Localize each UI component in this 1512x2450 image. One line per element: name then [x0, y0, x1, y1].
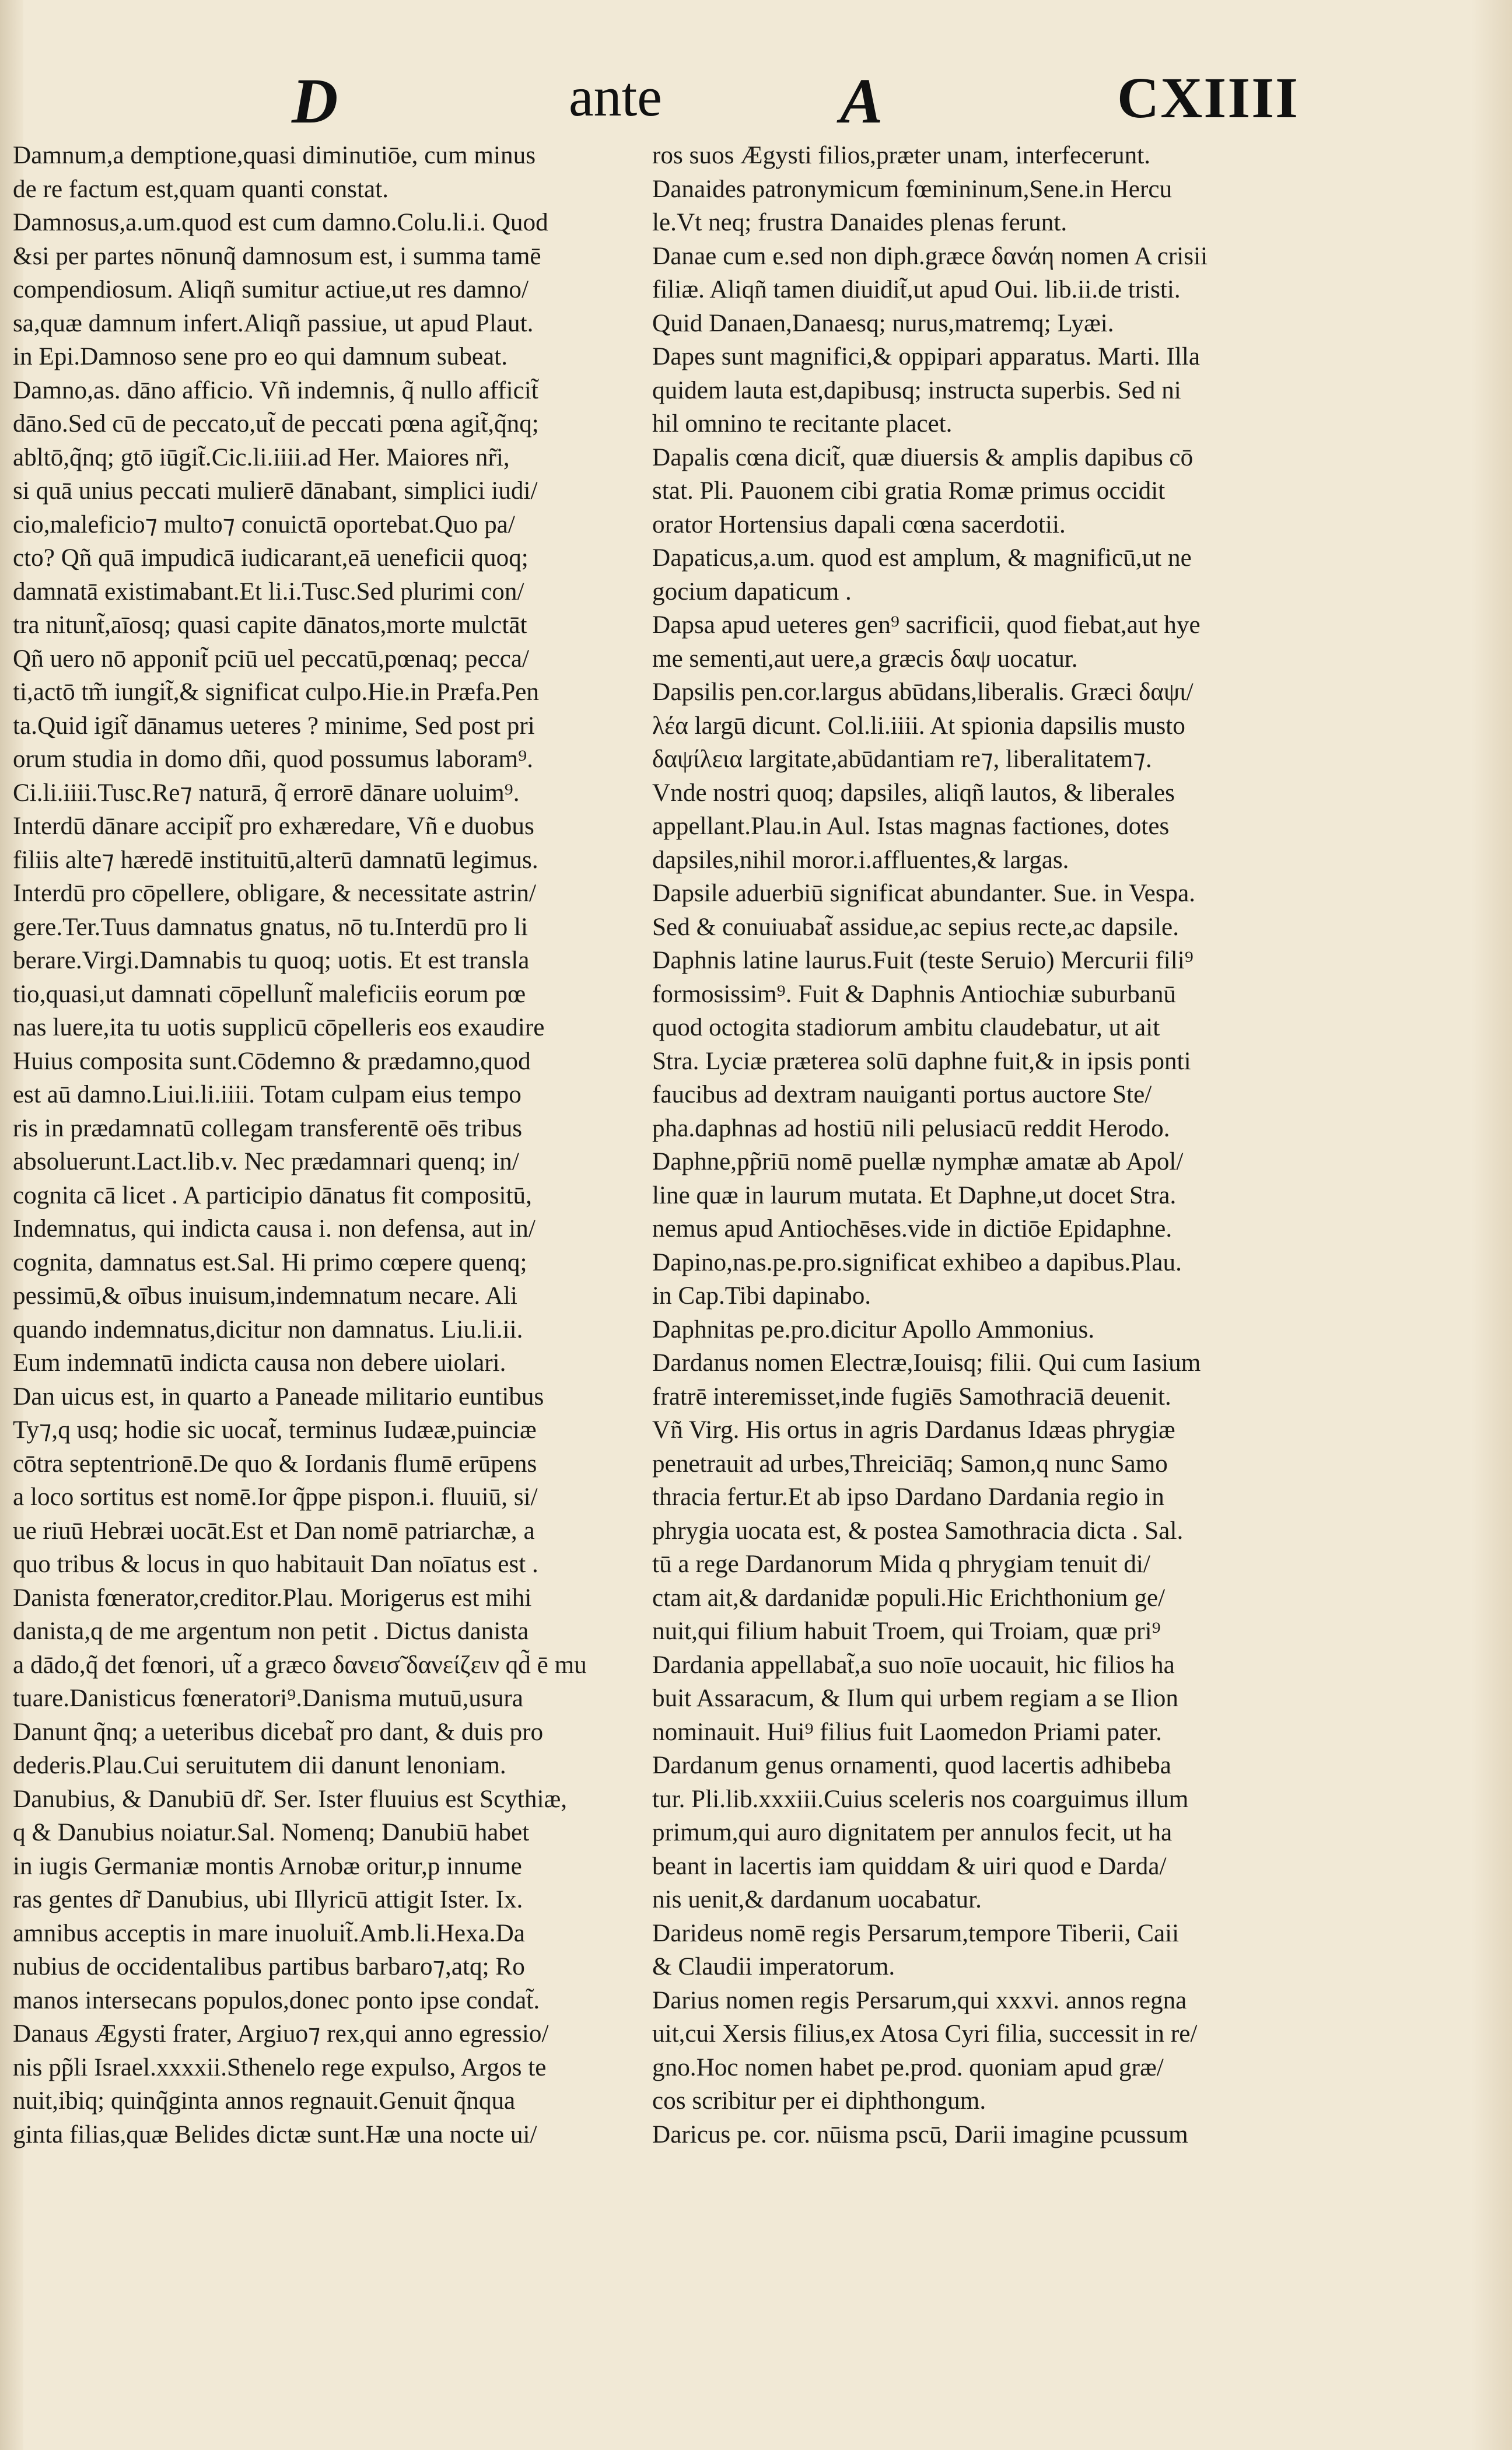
text-line: in Cap.Tibi dapinabo. [652, 1282, 872, 1310]
text-line: compendiosum. Aliqñ sumitur actiue,ut res damno/ [13, 276, 529, 303]
dictionary-entry [652, 2118, 1276, 2152]
text-line: ris in prædamnatū collegam transferentē oēs tribus [13, 1114, 523, 1142]
text-line: Quid Danaen,Danaesq; nurus,matremq; Lyæi. [652, 309, 1114, 337]
text-line: ginta filias,quæ Belides dictæ sunt.Hæ una nocte ui/ [13, 2120, 537, 2148]
dictionary-entry [652, 173, 1276, 240]
text-line: Stra. Lyciæ præterea solū daphne fuit,& in ipsis ponti [652, 1047, 1191, 1075]
running-head-initial: D [292, 65, 338, 136]
text-line: Darius nomen regis Persarum,qui xxxvi. annos regna [652, 1986, 1187, 2014]
text-line: Vñ Virg. His ortus in agris Dardanus Idæas phrygiæ [652, 1416, 1175, 1444]
text-line: le.Vt neq; frustra Danaides plenas ferunt. [652, 209, 1068, 236]
text-line: formosissim⁹. Fuit & Daphnis Antiochiæ suburbanū [652, 980, 1177, 1008]
text-line: ctam ait,& dardanidæ populi.Hic Erichthonium ge/ [652, 1584, 1166, 1612]
text-line: Daphne,pp̃riū nomē puellæ nymphæ amatæ ab Apol/ [652, 1148, 1184, 1175]
text-line: Qñ uero nō apponit̃ pciū uel peccatū,pœnaq; pecca/ [13, 645, 530, 673]
dictionary-entry [652, 608, 1276, 676]
dictionary-entry [13, 1581, 637, 1716]
dictionary-entry [652, 139, 1276, 173]
dictionary-entry [13, 206, 637, 374]
text-line: dederis.Plau.Cui seruitutem dii danunt lenoniam. [13, 1752, 506, 1779]
text-line: Damno,as. dāno afficio. Vñ indemnis, q̃ nullo afficit̃ [13, 376, 538, 404]
text-line: ros suos Ægysti filios,præter unam, interfecerunt. [652, 142, 1151, 169]
text-line: phrygia uocata est, & postea Samothracia dicta . Sal. [652, 1517, 1184, 1545]
dictionary-entry [652, 1749, 1276, 1917]
text-line: berare.Virgi.Damnabis tu quoq; uotis. Et est transla [13, 947, 530, 974]
text-line: Danae cum e.sed non diph.græce δανάη nomen A crisii [652, 242, 1208, 270]
text-line: filiæ. Aliqñ tamen diuidit̃,ut apud Oui. lib.ii.de tristi. [652, 276, 1181, 303]
text-line: cōtra septentrionē.De quo & Iordanis flumē erūpens [13, 1450, 537, 1478]
text-line: gno.Hoc nomen habet pe.prod. quoniam apud græ/ [652, 2053, 1164, 2081]
text-line: primum,qui auro dignitatem per annulos fecit, ut ha [652, 1819, 1172, 1846]
text-line: cio,maleficio⁊ multo⁊ conuictā oportebat.Quo pa/ [13, 510, 515, 538]
text-line: filiis alte⁊ hæredē instituitū,alterū damnatū legimus. [13, 846, 538, 874]
text-line: ta.Quid igit̃ dānamus ueteres ? minime, Sed post pri [13, 712, 535, 740]
text-line: cos scribitur per ei diphthongum. [652, 2087, 986, 2115]
text-line: gocium dapaticum . [652, 578, 852, 606]
text-line: Danaus Ægysti frater, Argiuo⁊ rex,qui anno egressio/ [13, 2020, 549, 2048]
text-line: danista,q de me argentum non petit . Dictus danista [13, 1618, 529, 1645]
text-line: appellant.Plau.in Aul. Istas magnas factiones, dotes [652, 813, 1170, 840]
text-line: cto? Qñ quā impudicā iudicarant,eā ueneficii quoq; [13, 544, 528, 572]
text-line: a loco sortitus est nomē.Ior q̃ppe pispon.i. fluuiū, si/ [13, 1483, 538, 1511]
text-line: tra nitunt̃,aīosq; quasi capite dānatos,morte mulctāt [13, 611, 527, 639]
text-line: ras gentes dr̃ Danubius, ubi Illyricū attigit Ister. Ix. [13, 1886, 523, 1913]
text-line: Ci.li.iiii.Tusc.Re⁊ naturā, q̃ errorē dānare uoluim⁹. [13, 779, 520, 807]
text-line: Dapsile aduerbiū significat abundanter. Sue. in Vespa. [652, 880, 1196, 907]
text-line: δαψίλεια largitate,abūdantiam re⁊, liberalitatem⁊. [652, 746, 1152, 773]
text-line: Dardanum genus ornamenti, quod lacertis adhibeba [652, 1752, 1171, 1779]
text-line: nemus apud Antiochēses.vide in dictiōe Epidaphne. [652, 1215, 1172, 1242]
dictionary-entry [652, 541, 1276, 608]
dictionary-entry [652, 340, 1276, 441]
text-line: Dapalis cœna dicit̃, quæ diuersis & amplis dapibus cō [652, 443, 1194, 471]
text-line: Dapsa apud ueteres gen⁹ sacrificii, quod fiebat,aut hye [652, 611, 1200, 639]
text-line: tur. Pli.lib.xxxiii.Cuius sceleris nos coarguimus illum [652, 1785, 1189, 1813]
text-line: nuit,ibiq; quinq̃ginta annos regnauit.Genuit q̃nqua [13, 2087, 516, 2115]
text-line: λέα largū dicunt. Col.li.iiii. At spionia dapsilis musto [652, 712, 1185, 740]
text-line: si quā unius peccati mulierē dānabant, simplici iudi/ [13, 477, 538, 505]
text-line: Dapsilis pen.cor.largus abūdans,liberalis. Græci δαψι/ [652, 678, 1194, 706]
text-line: pha.daphnas ad hostiū nili pelusiacū reddit Herodo. [652, 1114, 1170, 1142]
text-line: thracia fertur.Et ab ipso Dardano Dardania regio in [652, 1483, 1164, 1511]
text-line: amnibus acceptis in mare inuoluit̃.Amb.li.Hexa.Da [13, 1919, 525, 1947]
text-line: Sed & conuiuabat̃ assidue,ac sepius recte,ac dapsile. [652, 913, 1180, 941]
text-line: uit,cui Xersis filius,ex Atosa Cyri filia, successit in re/ [652, 2020, 1198, 2048]
text-line: faucibus ad dextram nauiganti portus auctore Ste/ [652, 1081, 1152, 1108]
dictionary-entry [652, 676, 1276, 877]
text-line: absoluerunt.Lact.lib.v. Nec prædamnari quenq; in/ [13, 1148, 519, 1175]
right-gutter-edge [1471, 0, 1512, 2450]
text-line: in Epi.Damnoso sene pro eo qui damnum subeat. [13, 343, 508, 370]
text-line: Dapes sunt magnifici,& oppipari apparatus. Marti. Illa [652, 343, 1200, 370]
text-line: orum studia in domo dñi, quod possumus laboram⁹. [13, 746, 533, 773]
text-line: Damnum,a demptione,quasi diminutiōe, cum minus [13, 142, 536, 169]
text-line: damnatā existimabant.Et li.i.Tusc.Sed plurimi con/ [13, 578, 524, 606]
text-line: dāno.Sed cū de peccato,ut̃ de peccati pœna agit̃,q̃nq; [13, 410, 539, 438]
text-line: Eum indemnatū indicta causa non debere uiolari. [13, 1349, 506, 1377]
text-line: & Claudii imperatorum. [652, 1953, 895, 1980]
running-head [0, 64, 1512, 140]
text-line: Daphnis latine laurus.Fuit (teste Seruio) Mercurii fili⁹ [652, 947, 1194, 974]
text-line: ti,actō tm̃ iungit̃,& significat culpo.Hie.in Præfa.Pen [13, 678, 540, 706]
text-line: dapsiles,nihil moror.i.affluentes,& largas. [652, 846, 1069, 874]
dictionary-entry [13, 2017, 637, 2151]
text-line: quo tribus & locus in quo habitauit Dan noīatus est . [13, 1550, 538, 1578]
text-line: Interdū dānare accipit̃ pro exhæredare, Vñ e duobus [13, 813, 534, 840]
text-line: Ty⁊,q usq; hodie sic uocat̃, terminus Iudææ,puinciæ [13, 1416, 537, 1444]
text-line: Daphnitas pe.pro.dicitur Apollo Ammonius. [652, 1315, 1095, 1343]
dictionary-entry [652, 1984, 1276, 2118]
dictionary-entry [652, 240, 1276, 341]
text-line: nuit,qui filium habuit Troem, qui Troiam, quæ pri⁹ [652, 1618, 1161, 1645]
text-line: Dan uicus est, in quarto a Paneade militario euntibus [13, 1382, 544, 1410]
text-line: hil omnino te recitante placet. [652, 410, 953, 438]
text-line: cognita, damnatus est.Sal. Hi primo cœpere quenq; [13, 1248, 527, 1276]
dictionary-entry [13, 139, 637, 206]
text-line: Danunt q̃nq; a ueteribus dicebat̃ pro dant, & duis pro [13, 1718, 544, 1746]
text-line: penetrauit ad urbes,Threiciāq; Samon,q nunc Samo [652, 1450, 1168, 1478]
dictionary-entry [652, 1917, 1276, 1984]
running-head-initial-2: A [840, 65, 883, 136]
text-line: Huius composita sunt.Cōdemno & prædamno,quod [13, 1047, 531, 1075]
left-text-column [13, 139, 637, 2151]
right-text-column [652, 139, 1276, 2151]
text-line: me sementi,aut uere,a græcis δαψ uocatur. [652, 645, 1078, 673]
text-line: Danaides patronymicum fœmininum,Sene.in Hercu [652, 175, 1172, 203]
text-line: line quæ in laurum mutata. Et Daphne,ut docet Stra. [652, 1181, 1177, 1209]
text-line: abltō,q̃nq; gtō iūgit̃.Cic.li.iiii.ad Her. Maiores nr̃i, [13, 443, 510, 471]
text-line: ue riuū Hebræi uocāt.Est et Dan nomē patriarchæ, a [13, 1517, 535, 1545]
text-line: nas luere,ita tu uotis supplicū cōpelleris eos exaudire [13, 1014, 545, 1041]
text-line: de re factum est,quam quanti constat. [13, 175, 388, 203]
text-line: cognita cā licet . A participio dānatus fit compositū, [13, 1181, 532, 1209]
dictionary-entry [13, 374, 637, 1380]
text-line: quod octogita stadiorum ambitu claudebatur, ut ait [652, 1014, 1160, 1041]
text-line: in iugis Germaniæ montis Arnobæ oritur,p innume [13, 1852, 522, 1880]
text-line: tuare.Danisticus fœneratori⁹.Danisma mutuū,usura [13, 1685, 523, 1712]
text-line: sa,quæ damnum infert.Aliqñ passiue, ut apud Plaut. [13, 309, 534, 337]
text-line: Danubius, & Danubiū dr̃. Ser. Ister fluuius est Scythiæ, [13, 1785, 568, 1813]
text-line: tū a rege Dardanorum Mida q phrygiam tenuit di/ [652, 1550, 1150, 1578]
text-line: Dardania appellabat̃,a suo noīe uocauit, hic filios ha [652, 1651, 1175, 1679]
text-line: Danista fœnerator,creditor.Plau. Morigerus est mihi [13, 1584, 532, 1612]
dictionary-entry [13, 1783, 637, 2018]
text-line: a dādo,q̃ det fœnori, ut̃ a græco δανεισ̃ δανείζειν qd̃ ē mu [13, 1651, 587, 1679]
dictionary-entry [13, 1716, 637, 1783]
text-line: stat. Pli. Pauonem cibi gratia Romæ primus occidit [652, 477, 1166, 505]
dictionary-entry [652, 1346, 1276, 1749]
dictionary-entry [13, 1380, 637, 1581]
text-line: fratrē interemisset,inde fugiēs Samothraciā deuenit. [652, 1382, 1171, 1410]
text-line: Dardanus nomen Electræ,Iouisq; filii. Qui cum Iasium [652, 1349, 1201, 1377]
text-line: nis pp̃li Israel.xxxxii.Sthenelo rege expulso, Argos te [13, 2053, 547, 2081]
text-line: quidem lauta est,dapibusq; instructa superbis. Sed ni [652, 376, 1181, 404]
text-line: orator Hortensius dapali cœna sacerdotii. [652, 510, 1066, 538]
text-line: Dapaticus,a.um. quod est amplum, & magnificū,ut ne [652, 544, 1192, 572]
text-line: nis uenit,& dardanum uocabatur. [652, 1886, 982, 1913]
text-line: Dapino,nas.pe.pro.significat exhibeo a dapibus.Plau. [652, 1248, 1182, 1276]
text-line: Darideus nomē regis Persarum,tempore Tiberii, Caii [652, 1919, 1180, 1947]
text-line: manos intersecans populos,donec ponto ipse condat̃. [13, 1986, 540, 2014]
dictionary-entry [652, 1145, 1276, 1246]
dictionary-entry [652, 441, 1276, 542]
text-line: Indemnatus, qui indicta causa i. non defensa, aut in/ [13, 1215, 536, 1242]
folio-number: CXIIII [1117, 65, 1300, 130]
text-line: buit Assaracum, & Ilum qui urbem regiam a se Ilion [652, 1685, 1178, 1712]
running-head-word: ante [569, 65, 662, 128]
dictionary-entry [652, 944, 1276, 1145]
text-line: Interdū pro cōpellere, obligare, & necessitate astrin/ [13, 880, 536, 907]
text-line: nominauit. Hui⁹ filius fuit Laomedon Priami pater. [652, 1718, 1162, 1746]
dictionary-entry [652, 1246, 1276, 1313]
text-line: est aū damno.Liui.li.iiii. Totam culpam eius tempo [13, 1081, 522, 1108]
text-line: nubius de occidentalibus partibus barbaro⁊,atq; Ro [13, 1953, 525, 1980]
text-line: Vnde nostri quoq; dapsiles, aliqñ lautos, & liberales [652, 779, 1175, 807]
text-line: Daricus pe. cor. nūisma pscū, Darii imagine pcussum [652, 2120, 1188, 2148]
text-line: beant in lacertis iam quiddam & uiri quod e Darda/ [652, 1852, 1167, 1880]
text-line: Damnosus,a.um.quod est cum damno.Colu.li.i. Quod [13, 209, 548, 236]
text-line: &si per partes nōnunq̃ damnosum est, i summa tamē [13, 242, 541, 270]
dictionary-entry [652, 1313, 1276, 1347]
text-line: quando indemnatus,dicitur non damnatus. Liu.li.ii. [13, 1315, 523, 1343]
text-line: gere.Ter.Tuus damnatus gnatus, nō tu.Interdū pro li [13, 913, 528, 941]
text-line: q & Danubius noiatur.Sal. Nomenq; Danubiū habet [13, 1819, 530, 1846]
dictionary-entry [652, 877, 1276, 944]
text-line: pessimū,& oībus inuisum,indemnatum necare. Ali [13, 1282, 517, 1310]
text-line: tio,quasi,ut damnati cōpellunt̃ maleficiis eorum pœ [13, 980, 526, 1008]
